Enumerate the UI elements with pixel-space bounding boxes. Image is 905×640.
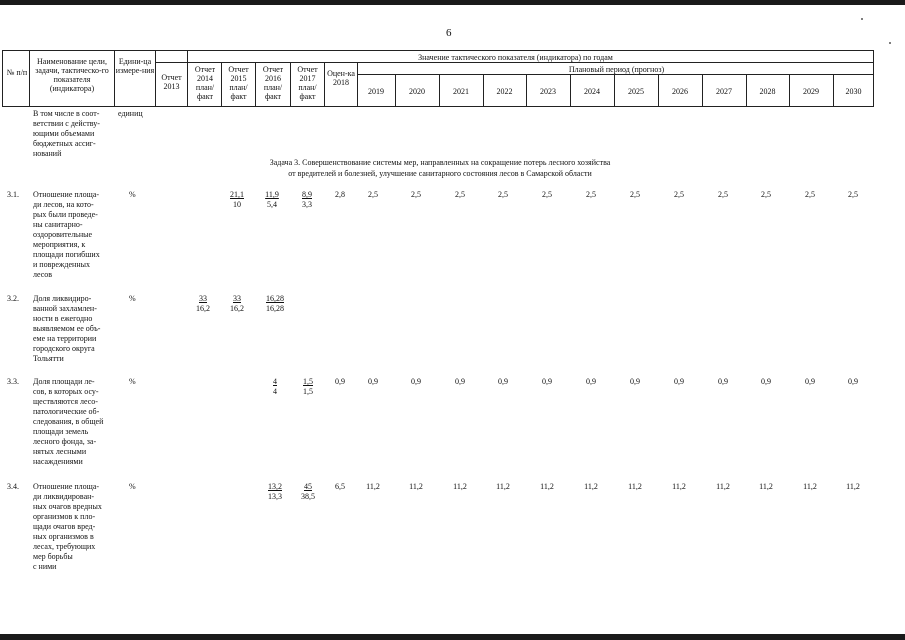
- value-2019: 2,5: [368, 190, 378, 199]
- task-heading-line2: от вредителей и болезней, улучшение санитарного состояния лесов в Самарской области: [288, 169, 592, 178]
- bottom-border: [0, 634, 905, 640]
- value-2021: 11,2: [453, 482, 467, 491]
- value-2027: 11,2: [716, 482, 730, 491]
- header-year: 2023: [540, 87, 556, 96]
- row-unit: %: [129, 482, 136, 491]
- value-2014: $\frac{33}{16,2}$: [196, 294, 210, 313]
- header-year: 2020: [409, 87, 425, 96]
- value-2015: $\frac{33}{16,2}$: [230, 294, 244, 313]
- header-group-title: Значение тактического показателя (индикатора) по годам: [418, 53, 613, 62]
- row-unit: %: [129, 377, 136, 386]
- header-name: Наименование цели, задачи, тактическо-го показателя (индикатора): [35, 57, 109, 93]
- top-border: [0, 0, 905, 5]
- value-2024: 11,2: [584, 482, 598, 491]
- value-2023: 0,9: [542, 377, 552, 386]
- header-planned-title: Плановый период (прогноз): [568, 65, 665, 74]
- value-2026: 11,2: [672, 482, 686, 491]
- value-2016: $\frac{13,2}{13,3}$: [268, 482, 282, 501]
- value-2025: 11,2: [628, 482, 642, 491]
- task-heading-line1: Задача 3. Совершенствование системы мер, направленных на сокращение потерь лесного хозяйства: [269, 158, 611, 167]
- value-2021: 0,9: [455, 377, 465, 386]
- value-2018: 0,9: [335, 377, 345, 386]
- row-name: Отношение площа- ди лесов, на кото- рых были проведе- ны санитарно- оздоровительные мероприятия, к площади погибших и поврежденных лесов: [33, 190, 100, 279]
- row-unit: %: [129, 190, 136, 199]
- header-2013: Отчет 2013: [161, 73, 182, 91]
- value-2023: 11,2: [540, 482, 554, 491]
- value-2020: 0,9: [411, 377, 421, 386]
- header-2015: Отчет 2015 план/ факт: [228, 65, 249, 101]
- header-year: 2026: [672, 87, 688, 96]
- value-2016: $\frac{4}{4}$: [273, 377, 277, 396]
- value-2025: 2,5: [630, 190, 640, 199]
- value-2017: $\frac{45}{38,5}$: [301, 482, 315, 501]
- value-2029: 11,2: [803, 482, 817, 491]
- header-year: 2022: [496, 87, 513, 96]
- value-2027: 2,5: [718, 190, 728, 199]
- header-2016: Отчет 2016 план/ факт: [262, 65, 284, 101]
- row-number: 3.2.: [7, 294, 19, 303]
- table-header: [2, 50, 874, 107]
- scan-speck: [861, 18, 863, 20]
- value-2023: 2,5: [542, 190, 552, 199]
- value-2020: 11,2: [409, 482, 423, 491]
- header-year: 2029: [803, 87, 819, 96]
- value-2028: 2,5: [761, 190, 771, 199]
- value-2029: 2,5: [805, 190, 815, 199]
- value-2021: 2,5: [455, 190, 465, 199]
- value-2018: 2,8: [335, 190, 345, 199]
- header-unit: Едини-ца измере-ния: [115, 57, 155, 75]
- value-2024: 0,9: [586, 377, 596, 386]
- header-2018: Оцен-ка 2018: [327, 69, 355, 87]
- row-number: 3.3.: [7, 377, 19, 386]
- header-year: 2030: [845, 87, 862, 96]
- value-2019: 0,9: [368, 377, 378, 386]
- header-2017: Отчет 2017 план/ факт: [297, 65, 318, 101]
- header-year: 2028: [759, 87, 776, 96]
- value-2029: 0,9: [805, 377, 815, 386]
- header-year: 2027: [716, 87, 732, 96]
- row-name: Отношение площа- ди ликвидирован- ных очагов вредных организмов к пло- щади очагов вред- ных организмов в лесах, требующих мер борьбы с ними: [33, 482, 102, 571]
- value-2026: 2,5: [674, 190, 684, 199]
- value-2020: 2,5: [411, 190, 421, 199]
- value-2017: $\frac{8,9}{3,3}$: [302, 190, 312, 209]
- value-2030: 2,5: [848, 190, 858, 199]
- value-2027: 0,9: [718, 377, 728, 386]
- value-2015: $\frac{21,1}{10}$: [230, 190, 244, 209]
- scan-speck: [889, 42, 891, 44]
- value-2016: $\frac{11,9}{5,4}$: [265, 190, 279, 209]
- row-name: Доля площади ле- сов, в которых осу- ществляются лесо- патологические об- следования, в общей площади земель лесного фонда, за- нятых лесными насаждениями: [33, 377, 104, 466]
- header-year: 2024: [584, 87, 600, 96]
- value-2026: 0,9: [674, 377, 684, 386]
- value-2017: $\frac{1,5}{1,5}$: [303, 377, 313, 396]
- value-2028: 11,2: [759, 482, 773, 491]
- header-no: № п/п: [6, 68, 28, 77]
- row-number: 3.1.: [7, 190, 19, 199]
- row-name: Доля ликвидиро- ванной захламлен- ности в ежегодно выявляемом ее объ- еме на территории городского округа Тольятти: [33, 294, 101, 363]
- value-2022: 0,9: [498, 377, 508, 386]
- intro-row-unit: единиц: [118, 109, 143, 118]
- row-unit: %: [129, 294, 136, 303]
- value-2030: 0,9: [848, 377, 858, 386]
- value-2028: 0,9: [761, 377, 771, 386]
- header-2014: Отчет 2014 план/ факт: [194, 65, 216, 101]
- value-2018: 6,5: [335, 482, 345, 491]
- value-2022: 11,2: [496, 482, 510, 491]
- header-year: 2025: [628, 87, 644, 96]
- value-2016: $\frac{16,28}{16,28}$: [266, 294, 284, 313]
- intro-row-name: В том числе в соот-ветствии с действу-ющими объемами бюджетных ассиг-нований: [33, 109, 100, 158]
- page-number: 6: [446, 27, 452, 39]
- value-2022: 2,5: [498, 190, 508, 199]
- value-2024: 2,5: [586, 190, 596, 199]
- value-2025: 0,9: [630, 377, 640, 386]
- header-year: 2019: [368, 87, 384, 96]
- value-2030: 11,2: [846, 482, 860, 491]
- header-year: 2021: [453, 87, 469, 96]
- value-2019: 11,2: [366, 482, 380, 491]
- row-number: 3.4.: [7, 482, 19, 491]
